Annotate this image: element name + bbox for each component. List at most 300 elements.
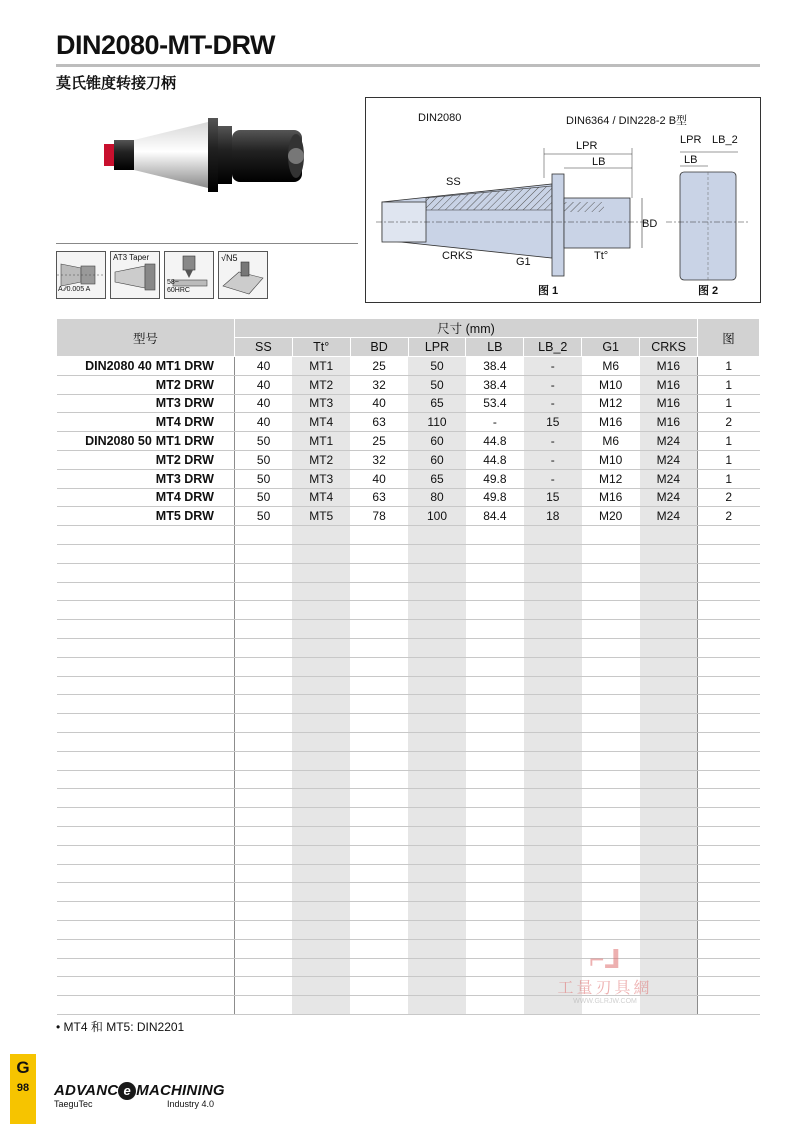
- cell-g1: M12: [582, 394, 640, 413]
- col-crks: CRKS: [640, 338, 698, 357]
- dim-bd: BD: [642, 218, 658, 230]
- cell-lb2: -: [524, 450, 582, 469]
- cell-crks: [640, 751, 698, 770]
- model-cell: [57, 789, 235, 808]
- page-title: DIN2080-MT-DRW: [56, 30, 276, 60]
- cell-ss: 40: [234, 357, 292, 376]
- cell-lb2: [524, 714, 582, 733]
- cell-ss: 50: [234, 432, 292, 451]
- cell-bd: [350, 601, 408, 620]
- cell-figure: [698, 714, 760, 733]
- spec-table: [56, 318, 760, 1015]
- cell-lpr: 50: [408, 375, 466, 394]
- table-row-empty: [57, 714, 760, 733]
- cell-lb: 44.8: [466, 450, 524, 469]
- table-row-empty: [57, 808, 760, 827]
- cell-tt: [292, 544, 350, 563]
- cell-g1: [582, 526, 640, 545]
- brand-right: MACHINING: [136, 1082, 225, 1099]
- cell-g1: M6: [582, 432, 640, 451]
- cell-bd: [350, 939, 408, 958]
- col-bd: BD: [350, 338, 408, 357]
- cell-ss: [234, 826, 292, 845]
- cell-lb2: [524, 657, 582, 676]
- cell-lb2: [524, 920, 582, 939]
- cell-g1: [582, 808, 640, 827]
- cell-lb2: [524, 732, 582, 751]
- dim-g1: G1: [516, 256, 531, 268]
- model-cell: [57, 544, 235, 563]
- model-code: MT4 DRW: [155, 415, 214, 430]
- cell-lpr: [408, 582, 466, 601]
- cell-lb2: [524, 676, 582, 695]
- cell-figure: [698, 751, 760, 770]
- cell-tt: [292, 808, 350, 827]
- model-cell: [57, 977, 235, 996]
- cell-ss: [234, 657, 292, 676]
- cell-tt: MT2: [292, 375, 350, 394]
- cell-g1: [582, 732, 640, 751]
- dim-tt: Tt°: [594, 250, 609, 262]
- dim-lb-fig2: LB: [684, 154, 698, 166]
- footnote: • MT4 和 MT5: DIN2201: [56, 1020, 185, 1034]
- cell-lb2: 18: [524, 507, 582, 526]
- cell-crks: M16: [640, 394, 698, 413]
- cell-lpr: 60: [408, 450, 466, 469]
- cell-bd: 63: [350, 488, 408, 507]
- cell-g1: [582, 826, 640, 845]
- cell-ss: 50: [234, 469, 292, 488]
- cell-g1: [582, 638, 640, 657]
- cell-lb: 53.4: [466, 394, 524, 413]
- cell-bd: 25: [350, 357, 408, 376]
- brand-logo: [54, 1082, 225, 1109]
- cell-lb2: -: [524, 469, 582, 488]
- cell-g1: [582, 601, 640, 620]
- cell-figure: [698, 920, 760, 939]
- hardness-icon: [164, 251, 214, 299]
- cell-figure: [698, 883, 760, 902]
- cell-figure: [698, 695, 760, 714]
- cell-ss: [234, 958, 292, 977]
- cell-figure: 2: [698, 507, 760, 526]
- model-cell: [57, 357, 235, 376]
- cell-tt: MT1: [292, 432, 350, 451]
- cell-tt: [292, 563, 350, 582]
- table-row: [57, 469, 760, 488]
- cell-tt: [292, 620, 350, 639]
- cell-lpr: 110: [408, 413, 466, 432]
- cell-crks: M24: [640, 469, 698, 488]
- cell-crks: [640, 582, 698, 601]
- table-row-empty: [57, 526, 760, 545]
- cell-tt: [292, 657, 350, 676]
- cell-bd: [350, 770, 408, 789]
- cell-crks: M24: [640, 450, 698, 469]
- cell-figure: [698, 845, 760, 864]
- cell-lpr: [408, 638, 466, 657]
- section-letter: G: [16, 1058, 30, 1077]
- cell-lb: 38.4: [466, 357, 524, 376]
- cell-figure: [698, 601, 760, 620]
- cell-g1: [582, 920, 640, 939]
- cell-ss: [234, 544, 292, 563]
- cell-tt: [292, 732, 350, 751]
- cell-ss: [234, 714, 292, 733]
- watermark-text: 工量刃具網: [557, 980, 653, 997]
- runout-label: A ∕∕0.005 A: [58, 286, 91, 293]
- table-row-empty: [57, 920, 760, 939]
- cell-g1: [582, 789, 640, 808]
- col-tt: Tt°: [292, 338, 350, 357]
- col-lpr: LPR: [408, 338, 466, 357]
- cell-tt: [292, 638, 350, 657]
- cell-g1: M10: [582, 450, 640, 469]
- cell-tt: [292, 939, 350, 958]
- tool-holder-photo: [96, 104, 316, 204]
- cell-bd: [350, 657, 408, 676]
- col-lb: LB: [466, 338, 524, 357]
- cell-figure: 1: [698, 469, 760, 488]
- model-cell: [57, 996, 235, 1015]
- page-section-tab: [10, 1054, 36, 1124]
- model-cell: [57, 526, 235, 545]
- cell-figure: [698, 732, 760, 751]
- cell-ss: [234, 732, 292, 751]
- model-cell: [57, 507, 235, 526]
- cell-figure: [698, 657, 760, 676]
- technical-drawing: [365, 97, 761, 303]
- cell-lpr: [408, 770, 466, 789]
- cell-bd: [350, 676, 408, 695]
- cell-figure: [698, 770, 760, 789]
- cell-crks: [640, 732, 698, 751]
- cell-ss: [234, 883, 292, 902]
- cell-lpr: [408, 845, 466, 864]
- model-code: MT1 DRW: [155, 358, 214, 373]
- cell-tt: [292, 883, 350, 902]
- cell-lb: [466, 544, 524, 563]
- cell-lb: [466, 638, 524, 657]
- cell-lb2: [524, 563, 582, 582]
- cell-tt: MT4: [292, 488, 350, 507]
- model-cell: [57, 864, 235, 883]
- cell-ss: 40: [234, 375, 292, 394]
- header-model: 型号: [57, 319, 235, 357]
- page-number: 98: [16, 1082, 30, 1094]
- table-row: [57, 488, 760, 507]
- cell-lb: [466, 695, 524, 714]
- cell-lb: [466, 789, 524, 808]
- cell-ss: [234, 808, 292, 827]
- cell-bd: [350, 526, 408, 545]
- col-ss: SS: [234, 338, 292, 357]
- cell-tt: [292, 695, 350, 714]
- cell-lpr: 50: [408, 357, 466, 376]
- cell-figure: 1: [698, 375, 760, 394]
- cell-figure: [698, 902, 760, 921]
- cell-bd: [350, 695, 408, 714]
- spec-table-body: [57, 357, 760, 1015]
- cell-figure: [698, 808, 760, 827]
- cell-ss: 50: [234, 507, 292, 526]
- table-row: [57, 432, 760, 451]
- cell-lpr: [408, 996, 466, 1015]
- cell-tt: MT2: [292, 450, 350, 469]
- cell-lb: [466, 657, 524, 676]
- model-cell: [57, 413, 235, 432]
- cell-lb2: [524, 826, 582, 845]
- cell-lpr: [408, 939, 466, 958]
- cell-g1: [582, 544, 640, 563]
- cell-ss: [234, 920, 292, 939]
- model-cell: [57, 657, 235, 676]
- cell-tt: MT3: [292, 469, 350, 488]
- cell-lb: [466, 770, 524, 789]
- cell-crks: [640, 789, 698, 808]
- cell-figure: 1: [698, 357, 760, 376]
- surface-finish-icon: [218, 251, 268, 299]
- cell-bd: [350, 902, 408, 921]
- cell-ss: 40: [234, 413, 292, 432]
- dim-lb2: LB_2: [712, 134, 738, 146]
- cell-ss: [234, 526, 292, 545]
- model-code: MT2 DRW: [155, 377, 214, 392]
- cell-figure: 1: [698, 432, 760, 451]
- table-row-empty: [57, 845, 760, 864]
- cell-bd: 78: [350, 507, 408, 526]
- model-code: MT2 DRW: [155, 452, 214, 467]
- cell-figure: 2: [698, 488, 760, 507]
- cell-bd: [350, 920, 408, 939]
- table-row-empty: [57, 620, 760, 639]
- cell-tt: [292, 770, 350, 789]
- model-cell: [57, 808, 235, 827]
- header-dimensions: 尺寸 (mm): [234, 319, 697, 338]
- model-cell: [57, 883, 235, 902]
- cell-figure: [698, 826, 760, 845]
- cell-g1: [582, 770, 640, 789]
- cell-lb: 38.4: [466, 375, 524, 394]
- cell-lb2: [524, 544, 582, 563]
- cell-lb2: 15: [524, 488, 582, 507]
- cell-bd: [350, 582, 408, 601]
- hardness-label: 58~ 60HRC: [167, 279, 190, 294]
- cell-bd: 63: [350, 413, 408, 432]
- model-cell: [57, 375, 235, 394]
- cell-lpr: [408, 526, 466, 545]
- drawing-lines: [366, 98, 760, 302]
- cell-figure: [698, 977, 760, 996]
- cell-tt: [292, 902, 350, 921]
- cell-lb2: [524, 789, 582, 808]
- cell-lb2: [524, 638, 582, 657]
- cell-figure: [698, 864, 760, 883]
- cell-figure: [698, 620, 760, 639]
- cell-lb2: [524, 751, 582, 770]
- cell-bd: [350, 751, 408, 770]
- cell-g1: [582, 563, 640, 582]
- cell-lpr: [408, 864, 466, 883]
- cell-tt: MT1: [292, 357, 350, 376]
- cell-tt: [292, 714, 350, 733]
- table-row-empty: [57, 751, 760, 770]
- cell-tt: [292, 526, 350, 545]
- cell-lb2: -: [524, 375, 582, 394]
- table-row: [57, 413, 760, 432]
- table-row: [57, 357, 760, 376]
- table-row-empty: [57, 789, 760, 808]
- cell-lb2: -: [524, 432, 582, 451]
- cell-tt: MT4: [292, 413, 350, 432]
- watermark-url: WWW.GLRJW.COM: [573, 998, 637, 1005]
- cell-lb2: [524, 770, 582, 789]
- cell-tt: MT5: [292, 507, 350, 526]
- table-row-empty: [57, 638, 760, 657]
- table-row-empty: [57, 883, 760, 902]
- dim-lb: LB: [592, 156, 606, 168]
- cell-tt: [292, 864, 350, 883]
- cell-lpr: 60: [408, 432, 466, 451]
- cell-lb2: [524, 883, 582, 902]
- cell-lpr: [408, 695, 466, 714]
- cell-lb2: [524, 864, 582, 883]
- cell-lpr: [408, 902, 466, 921]
- brand-tagline: Industry 4.0: [166, 1099, 214, 1110]
- cell-lb: [466, 620, 524, 639]
- cell-tt: [292, 789, 350, 808]
- table-row-empty: [57, 770, 760, 789]
- cell-lb: [466, 582, 524, 601]
- cell-lb2: 15: [524, 413, 582, 432]
- cell-lb2: [524, 601, 582, 620]
- cell-lb: [466, 902, 524, 921]
- cell-crks: [640, 883, 698, 902]
- table-row-empty: [57, 563, 760, 582]
- cell-bd: [350, 620, 408, 639]
- feature-icons: [56, 251, 268, 299]
- cell-g1: M10: [582, 375, 640, 394]
- model-cell: [57, 601, 235, 620]
- model-cell: [57, 676, 235, 695]
- cell-lb2: [524, 902, 582, 921]
- cell-lb: [466, 883, 524, 902]
- cell-lb: [466, 601, 524, 620]
- cell-g1: M20: [582, 507, 640, 526]
- cell-figure: [698, 582, 760, 601]
- figure-1-label: 图 1: [538, 285, 559, 297]
- label-din6364: DIN6364 / DIN228-2 B型: [566, 115, 688, 127]
- cell-crks: [640, 770, 698, 789]
- cell-ss: [234, 977, 292, 996]
- cell-g1: [582, 751, 640, 770]
- cell-lpr: 80: [408, 488, 466, 507]
- model-cell: [57, 714, 235, 733]
- cell-lb: 49.8: [466, 488, 524, 507]
- cell-g1: [582, 714, 640, 733]
- cell-figure: [698, 939, 760, 958]
- cell-tt: [292, 601, 350, 620]
- dim-ss: SS: [446, 176, 461, 188]
- cell-ss: 50: [234, 488, 292, 507]
- cell-bd: [350, 883, 408, 902]
- model-prefix: DIN2080 40: [85, 358, 152, 373]
- cell-crks: [640, 601, 698, 620]
- cell-crks: [640, 526, 698, 545]
- cell-lpr: [408, 751, 466, 770]
- runout-icon: [56, 251, 106, 299]
- cell-lb: [466, 676, 524, 695]
- cell-crks: [640, 808, 698, 827]
- model-code: MT4 DRW: [155, 490, 214, 505]
- model-cell: [57, 920, 235, 939]
- cell-lb: 44.8: [466, 432, 524, 451]
- model-cell: [57, 826, 235, 845]
- cell-ss: [234, 864, 292, 883]
- cell-crks: M24: [640, 488, 698, 507]
- title-divider: [56, 64, 760, 67]
- at3-taper-icon: [110, 251, 160, 299]
- cell-crks: [640, 544, 698, 563]
- cell-figure: [698, 526, 760, 545]
- cell-tt: [292, 958, 350, 977]
- cell-g1: M16: [582, 413, 640, 432]
- cell-lb: [466, 526, 524, 545]
- cell-bd: [350, 808, 408, 827]
- model-cell: [57, 939, 235, 958]
- brand-left: ADVANC: [54, 1082, 119, 1099]
- cell-ss: [234, 620, 292, 639]
- cell-ss: [234, 676, 292, 695]
- cell-lb2: [524, 845, 582, 864]
- cell-crks: [640, 864, 698, 883]
- cell-crks: [640, 563, 698, 582]
- cell-lb2: [524, 695, 582, 714]
- dim-crks: CRKS: [442, 250, 473, 262]
- watermark: [540, 944, 670, 1005]
- col-g1: G1: [582, 338, 640, 357]
- col-lb2: LB_2: [524, 338, 582, 357]
- cell-lb: [466, 808, 524, 827]
- cell-tt: [292, 977, 350, 996]
- cell-figure: [698, 958, 760, 977]
- cell-bd: 40: [350, 394, 408, 413]
- cell-ss: [234, 751, 292, 770]
- cell-figure: 1: [698, 394, 760, 413]
- table-row-empty: [57, 582, 760, 601]
- cell-lb: [466, 563, 524, 582]
- cell-g1: [582, 695, 640, 714]
- table-row: [57, 394, 760, 413]
- cell-crks: [640, 638, 698, 657]
- cell-crks: M16: [640, 375, 698, 394]
- model-cell: [57, 845, 235, 864]
- cell-tt: [292, 920, 350, 939]
- cell-bd: [350, 826, 408, 845]
- cell-crks: [640, 657, 698, 676]
- table-row: [57, 450, 760, 469]
- surface-finish-label: √N5: [221, 253, 238, 263]
- table-row-empty: [57, 826, 760, 845]
- model-cell: [57, 432, 235, 451]
- table-row-empty: [57, 676, 760, 695]
- table-row-empty: [57, 902, 760, 921]
- cell-lpr: [408, 732, 466, 751]
- cell-lpr: [408, 789, 466, 808]
- cell-figure: [698, 544, 760, 563]
- cell-bd: 32: [350, 375, 408, 394]
- cell-lb: 49.8: [466, 469, 524, 488]
